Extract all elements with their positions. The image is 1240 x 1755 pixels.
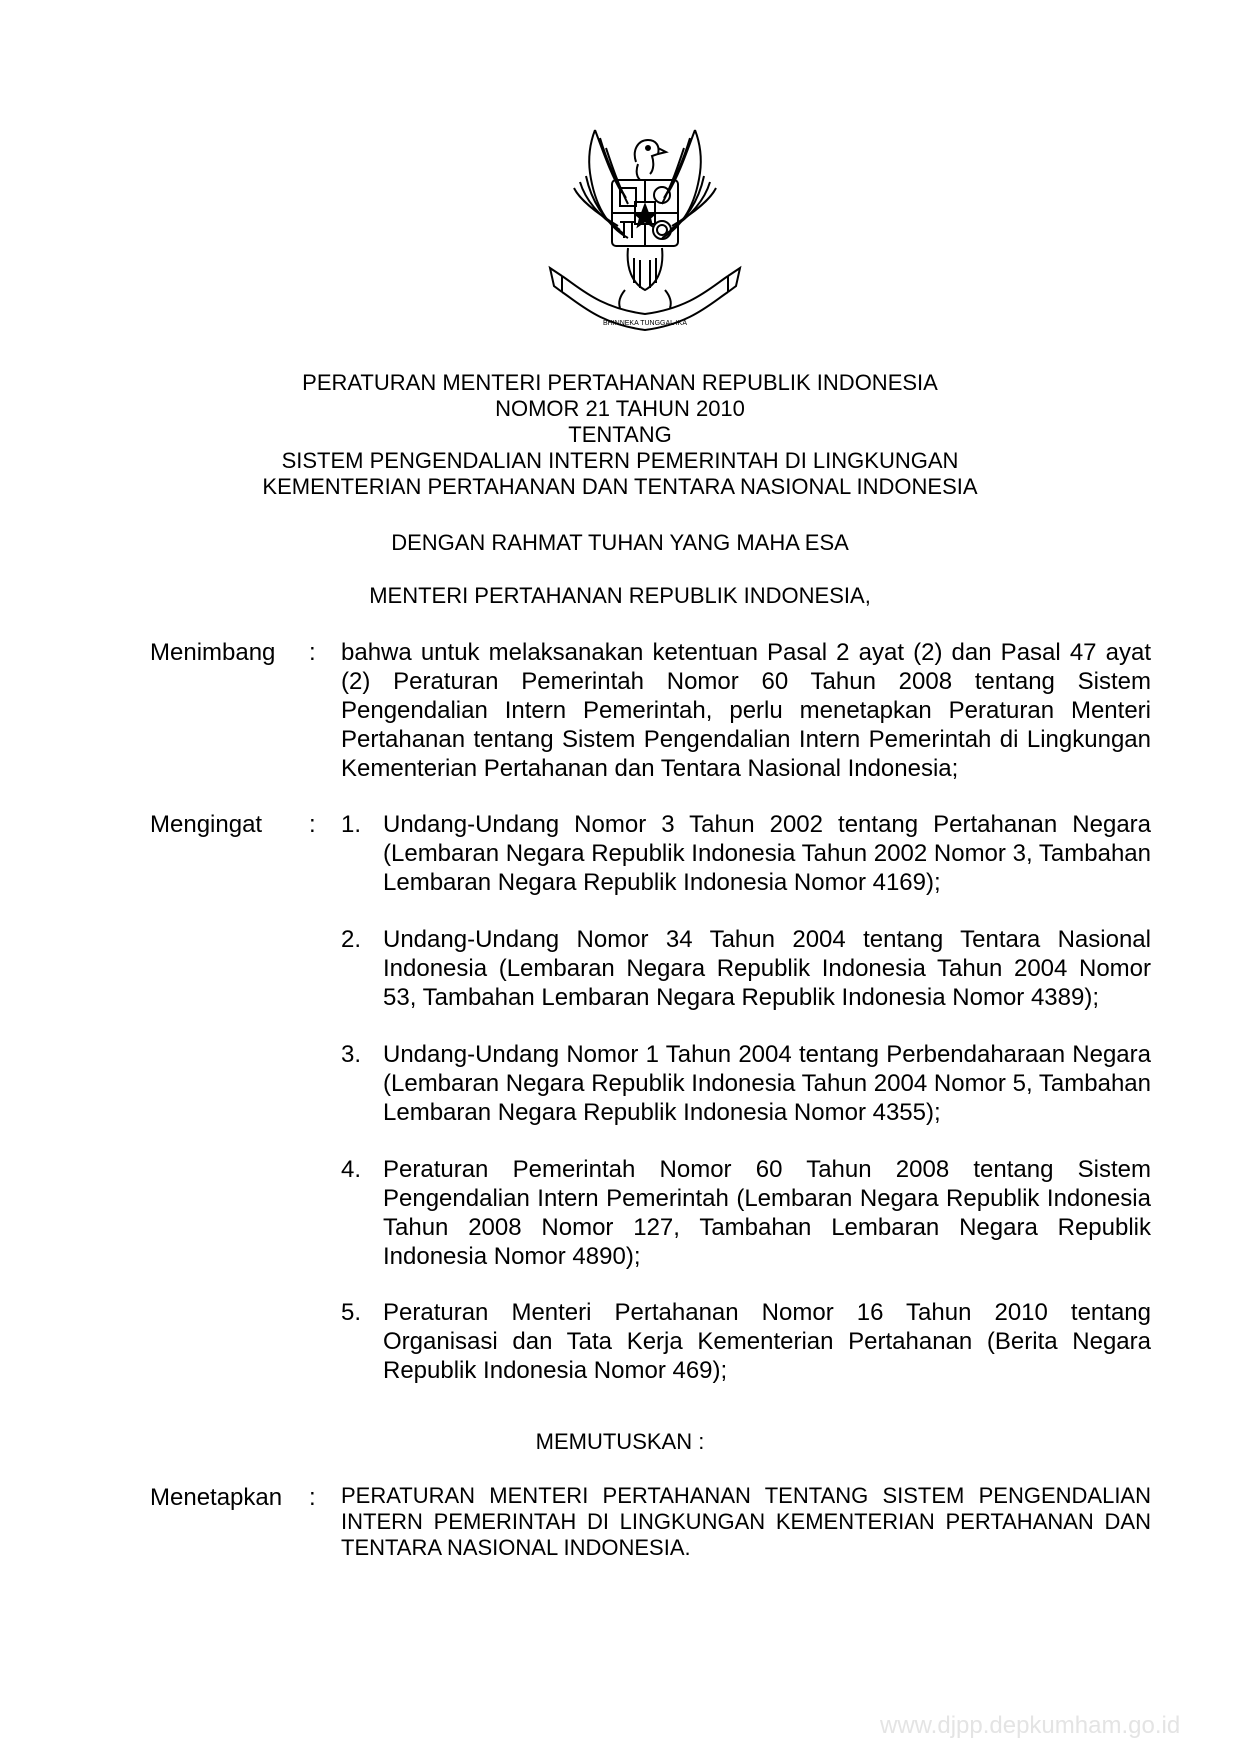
menimbang-label: Menimbang bbox=[150, 639, 276, 666]
menetapkan-colon: : bbox=[309, 1484, 316, 1511]
memutuskan-heading: MEMUTUSKAN : bbox=[535, 1429, 705, 1454]
mengingat-item-text: Undang-Undang Nomor 3 Tahun 2002 tentang Pertahanan Negara (Lembaran Negara Republik Indonesia Tahun 2002 Nomor 3, Tambahan Lembaran Negara Republik Indonesia Nomor 4169); bbox=[383, 811, 1151, 896]
regulation-title bbox=[150, 370, 1090, 500]
mengingat-label: Mengingat bbox=[150, 811, 263, 838]
title-line-1: PERATURAN MENTERI PERTAHANAN REPUBLIK INDONESIA bbox=[302, 370, 938, 395]
mengingat-item-number: 5. bbox=[341, 1299, 362, 1326]
mengingat-item-text: Undang-Undang Nomor 34 Tahun 2004 tentang Tentara Nasional Indonesia (Lembaran Negara Republik Indonesia Tahun 2004 Nomor 53, Tambahan Lembaran Negara Republik Indonesia Nomor 4389); bbox=[383, 926, 1151, 1011]
mengingat-item-number: 1. bbox=[341, 811, 362, 838]
mengingat-item-text: Peraturan Menteri Pertahanan Nomor 16 Tahun 2010 tentang Organisasi dan Tata Kerja Kementerian Pertahanan (Berita Negara Republik Indonesia Nomor 469); bbox=[383, 1299, 1151, 1384]
mengingat-colon: : bbox=[309, 811, 316, 838]
title-line-4: SISTEM PENGENDALIAN INTERN PEMERINTAH DI LINGKUNGAN bbox=[281, 448, 959, 473]
authority-text: MENTERI PERTAHANAN REPUBLIK INDONESIA, bbox=[369, 583, 871, 608]
mengingat-item-text: Undang-Undang Nomor 1 Tahun 2004 tentang Perbendaharaan Negara (Lembaran Negara Republik Indonesia Tahun 2004 Nomor 5, Tambahan Lembaran Negara Republik Indonesia Nomor 4355); bbox=[383, 1041, 1151, 1126]
menetapkan-text: PERATURAN MENTERI PERTAHANAN TENTANG SISTEM PENGENDALIAN INTERN PEMERINTAH DI LINGKUNGAN KEMENTERIAN PERTAHANAN DAN TENTARA NASIONAL INDONESIA. bbox=[341, 1483, 1151, 1560]
mengingat-item-text: Peraturan Pemerintah Nomor 60 Tahun 2008 tentang Sistem Pengendalian Intern Pemerintah (Lembaran Negara Republik Indonesia Tahun 2008 Nomor 127, Tambahan Lembaran Negara Republik Indonesia Nomor 4890); bbox=[383, 1156, 1151, 1270]
website-watermark: www.djpp.depkumham.go.id bbox=[880, 1712, 1181, 1739]
title-line-3: TENTANG bbox=[568, 422, 672, 447]
title-line-2: NOMOR 21 TAHUN 2010 bbox=[495, 396, 745, 421]
mengingat-item-number: 4. bbox=[341, 1156, 362, 1183]
garuda-emblem-icon bbox=[540, 118, 750, 344]
mengingat-item-number: 2. bbox=[341, 926, 362, 953]
emblem-motto: BHINNEKA TUNGGAL IKA bbox=[602, 320, 688, 327]
title-line-5: KEMENTERIAN PERTAHANAN DAN TENTARA NASIONAL INDONESIA bbox=[262, 474, 978, 499]
menetapkan-label: Menetapkan bbox=[150, 1484, 283, 1511]
menimbang-colon: : bbox=[309, 639, 316, 666]
preamble-text: DENGAN RAHMAT TUHAN YANG MAHA ESA bbox=[391, 530, 849, 555]
menimbang-text: bahwa untuk melaksanakan ketentuan Pasal 2 ayat (2) dan Pasal 47 ayat (2) Peraturan Pemerintah Nomor 60 Tahun 2008 tentang Sistem Pengendalian Intern Pemerintah, perlu menetapkan Peraturan Menteri Pertahanan tentang Sistem Pengendalian Intern Pemerintah di Lingkungan Kementerian Pertahanan dan Tentara Nasional Indonesia; bbox=[341, 639, 1151, 782]
mengingat-item-number: 3. bbox=[341, 1041, 362, 1068]
